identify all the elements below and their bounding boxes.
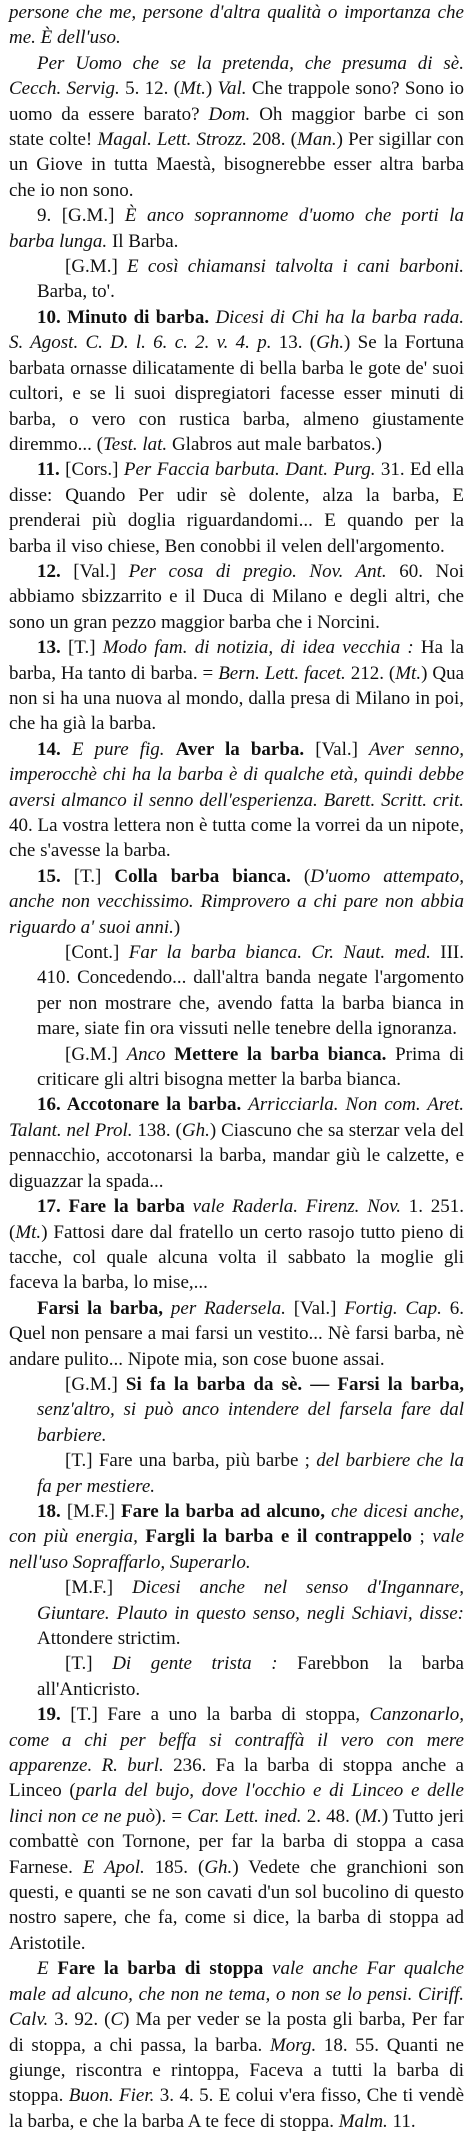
entry-18-gente-trista: [T.] Di gente trista : Farebbon la barba all'Anticristo. xyxy=(37,1653,464,1700)
entry-13-notizia-vecchia: 13. [T.] Modo fam. di notizia, di idea vecchia : Ha la barba, Ha tanto di barba. = Bern. Lett. facet. 212. (Mt.) Qua non si ha una nuova al mondo, dalla presa di Milano in poi, che ha già la barba. xyxy=(9,637,465,735)
entry-18-fare-la-barba-ad-alcuno: 18. [M.F.] Fare la barba ad alcuno, che dicesi anche, con più energia, Fargli la barba e il contrappelo ; vale nell'uso Sopraffarlo, Superarlo. xyxy=(9,1500,465,1573)
entry-18-ingannare: [M.F.] Dicesi anche nel senso d'Ingannare, Giuntare. Plauto in questo senso, negli Schiavi, disse: Attondere strictim. xyxy=(37,1577,465,1649)
entry-12-cosa-di-pregio: 12. [Val.] Per cosa di pregio. Nov. Ant. 60. Noi abbiamo sbizzarrito e il Duca di Milano e degli altri, che sono un gran pezzo maggior barba che i Norcini. xyxy=(9,560,465,633)
entry-14-aver-la-barba: 14. E pure fig. Aver la barba. [Val.] Aver senno, imperocchè chi ha la barba è di qualche età, quindi debbe aversi almanco il senno dell'esperienza. Barett. Scritt. crit. 40. La vostra lettera non è tutta come la vorrei da un nipote, che s'avesse la barba. xyxy=(9,738,465,862)
entry-16-accotonare-la-barba: 16. Accotonare la barba. Arricciarla. Non com. Aret. Talant. nel Prol. 138. (Gh.) Ciascuno che sa sterzar vela del pennacchio, accotonarsi la barba, mandar giù le calzette, e diguazzar la spada... xyxy=(9,1094,465,1192)
entry-continuation: persone che me, persone d'altra qualità o importanza che me. È dell'uso. xyxy=(9,2,464,49)
entry-uomo-presuntuoso: Per Uomo che se la pretenda, che presuma di sè. Cecch. Servig. 5. 12. (Mt.) Val. Che trappole sono? Sono io uomo da essere barato? Dom. Oh maggior barbe ci son state colte! Magal. Lett. Strozz. 208. (Man.) Per sigillar con un Giove in tutta Maestà, bisognerebbe esser altra barba che io non sono. xyxy=(9,52,465,201)
entry-9-cani-barboni: [G.M.] E così chiamansi talvolta i cani barboni. Barba, to'. xyxy=(37,256,464,303)
entry-17-fare-la-barba: 17. Fare la barba vale Raderla. Firenz. Nov. 1. 251. (Mt.) Fattosi dare dal fratello un certo rasojo tutto pieno di tacche, col quale alcuna volta il sabbato la moglie gli faceva la barba, lo mise,... xyxy=(9,1196,465,1294)
entry-15-colla-barba-bianca: 15. [T.] Colla barba bianca. (D'uomo attempato, anche non vecchissimo. Rimprovero a chi pare non abbia riguardo a' suoi anni.) xyxy=(9,865,464,938)
entry-17-farsi-la-barba: Farsi la barba, per Radersela. [Val.] Fortig. Cap. 6. Quel non pensare a mai farsi un vestito... Nè farsi barba, nè andare pulito... Nipote mia, son cose buone assai. xyxy=(9,1297,465,1370)
entry-15-mettere-la-barba-bianca: [G.M.] Anco Mettere la barba bianca. Prima di criticare gli altri bisogna metter la barba bianca. xyxy=(37,1043,465,1091)
entry-10-minuto-di-barba: 10. Minuto di barba. Dicesi di Chi ha la barba rada. S. Agost. C. D. l. 6. c. 2. v. 4. p. 13. (Gh.) Se la Fortuna barbata ornasse dilicatamente di bella barba le gote de' suoi cultori, e se li suoi dispregiatori facesse esser minuti di barba, o vero con rustica barba, almeno giustamente diremmo... (Test. lat. Glabros aut male barbatos.) xyxy=(9,306,465,455)
entry-19-barba-di-stoppa: 19. [T.] Fare a uno la barba di stoppa, Canzonarlo, come a chi per beffa si contraffà il vero con mere apparenze. R. burl. 236. Fa la barba di stoppa anche a Linceo (parla del bujo, dove l'occhio e di Linceo e delle linci non ce ne può). = Car. Lett. ined. 2. 48. (M.) Tutto jeri combattè con Tornone, per far la barba di stoppa a casa Farnese. E Apol. 185. (Gh.) Vedete che granchioni son questi, e quanti se ne son cavati d'un sol bucolino di questo nostro sapere, che fa, come si dice, la barba di stoppa ad Aristotile. xyxy=(9,1704,464,1954)
entry-19-far-qualche-male: E Fare la barba di stoppa vale anche Far qualche male ad alcuno, che non ne tema, o non se lo pensi. Ciriff. Calv. 3. 92. (C) Ma per veder se la posta gli barba, Per far di stoppa, a chi passa, la barba. Morg. 18. 55. Quanti ne giunge, riscontra e rintoppa, Faceva a tutti la barba di stoppa. Buon. Fier. 3. 4. 5. E colui v'era fisso, Che ti vendè la barba, e che la barba A te fece di stoppa. Malm. 11. xyxy=(9,1958,465,2132)
entry-17-si-fa-la-barba-da-se: [G.M.] Si fa la barba da sè. — Farsi la barba, senz'altro, si può anco intendere del farsela fare dal barbiere. xyxy=(37,1373,464,1446)
entry-15-far-la-barba-bianca: [Cont.] Far la barba bianca. Cr. Naut. med. III. 410. Concedendo... dall'altra banda negate l'argomento per non mostrare che, avendo fatta la barba bianca in mare, siate fin ora vissuti nelle tenebre della ignoranza. xyxy=(37,942,465,1040)
entry-9-soprannome: 9. [G.M.] È anco soprannome d'uomo che porti la barba lunga. Il Barba. xyxy=(9,205,464,252)
entry-11-faccia-barbuta: 11. [Cors.] Per Faccia barbuta. Dant. Purg. 31. Ed ella disse: Quando Per udir sè dolente, alza la barba, E prenderai più doglia riguardandomi... E quando per la barba il viso chiese, Ben conobbi il velen dell'argomento. xyxy=(9,459,464,557)
entry-17-fare-una-barba: [T.] Fare una barba, più barbe ; del barbiere che la fa per mestiere. xyxy=(37,1450,464,1497)
